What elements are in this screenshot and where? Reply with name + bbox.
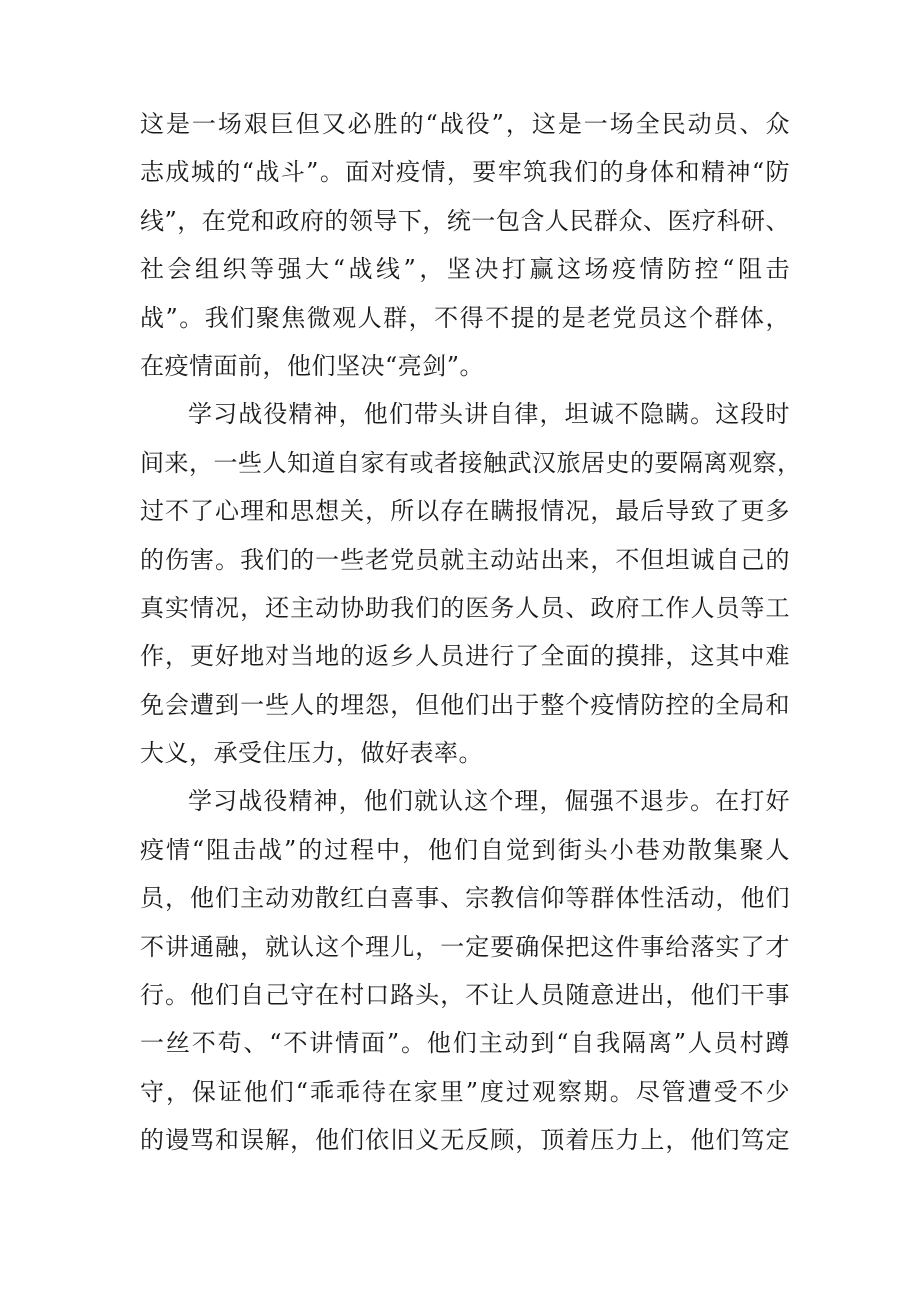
paragraph-2-line-4: 的伤害。我们的一些老党员就主动站出来，不但坦诚自己的	[140, 545, 790, 574]
paragraph-3-line-4: 不讲通融，就认这个理儿，一定要确保把这件事给落实了才	[140, 932, 790, 961]
paragraph-3-line-5: 行。他们自己守在村口路头，不让人员随意进出，他们干事	[140, 981, 790, 1010]
paragraph-1-line-4: 社会组织等强大“战线”，坚决打赢这场疫情防控“阻击	[140, 255, 790, 284]
paragraph-2-line-2: 间来，一些人知道自家有或者接触武汉旅居史的要隔离观察，	[140, 448, 802, 477]
paragraph-2-line-6: 作，更好地对当地的返乡人员进行了全面的摸排，这其中难	[140, 642, 790, 671]
paragraph-2-line-8: 大义，承受住压力，做好表率。	[140, 739, 483, 768]
document-body	[140, 100, 802, 1165]
paragraph-2-line-5: 真实情况，还主动协助我们的医务人员、政府工作人员等工	[140, 593, 790, 622]
paragraph-1-line-6: 在疫情面前，他们坚决“亮剑”。	[140, 351, 485, 380]
paragraph-2-line-3: 过不了心理和思想关，所以存在瞒报情况，最后导致了更多	[140, 497, 790, 526]
paragraph-2-line-7: 免会遭到一些人的埋怨，但他们出于整个疫情防控的全局和	[140, 690, 790, 719]
paragraph-3-line-7: 守，保证他们“乖乖待在家里”度过观察期。尽管遭受不少	[140, 1077, 790, 1106]
paragraph-1-line-1: 这是一场艰巨但又必胜的“战役”，这是一场全民动员、众	[140, 110, 790, 138]
paragraph-3-line-1: 学习战役精神，他们就认这个理，倔强不退步。在打好	[188, 787, 790, 816]
paragraph-3-line-8: 的谩骂和误解，他们依旧义无反顾，顶着压力上，他们笃定	[140, 1126, 790, 1155]
paragraph-3-line-6: 一丝不苟、“不讲情面”。他们主动到“自我隔离”人员村蹲	[140, 1029, 790, 1058]
paragraph-3-line-3: 员，他们主动劝散红白喜事、宗教信仰等群体性活动，他们	[140, 884, 790, 913]
paragraph-3-line-2: 疫情“阻击战”的过程中，他们自觉到街头小巷劝散集聚人	[140, 835, 790, 864]
paragraph-1-line-5: 战”。我们聚焦微观人群，不得不提的是老党员这个群体，	[140, 303, 790, 332]
paragraph-1-line-3: 线”，在党和政府的领导下，统一包含人民群众、医疗科研、	[140, 206, 790, 235]
paragraph-1-line-2: 志成城的“战斗”。面对疫情，要牢筑我们的身体和精神“防	[140, 158, 790, 187]
paragraph-2-line-1: 学习战役精神，他们带头讲自律，坦诚不隐瞒。这段时	[188, 400, 790, 429]
